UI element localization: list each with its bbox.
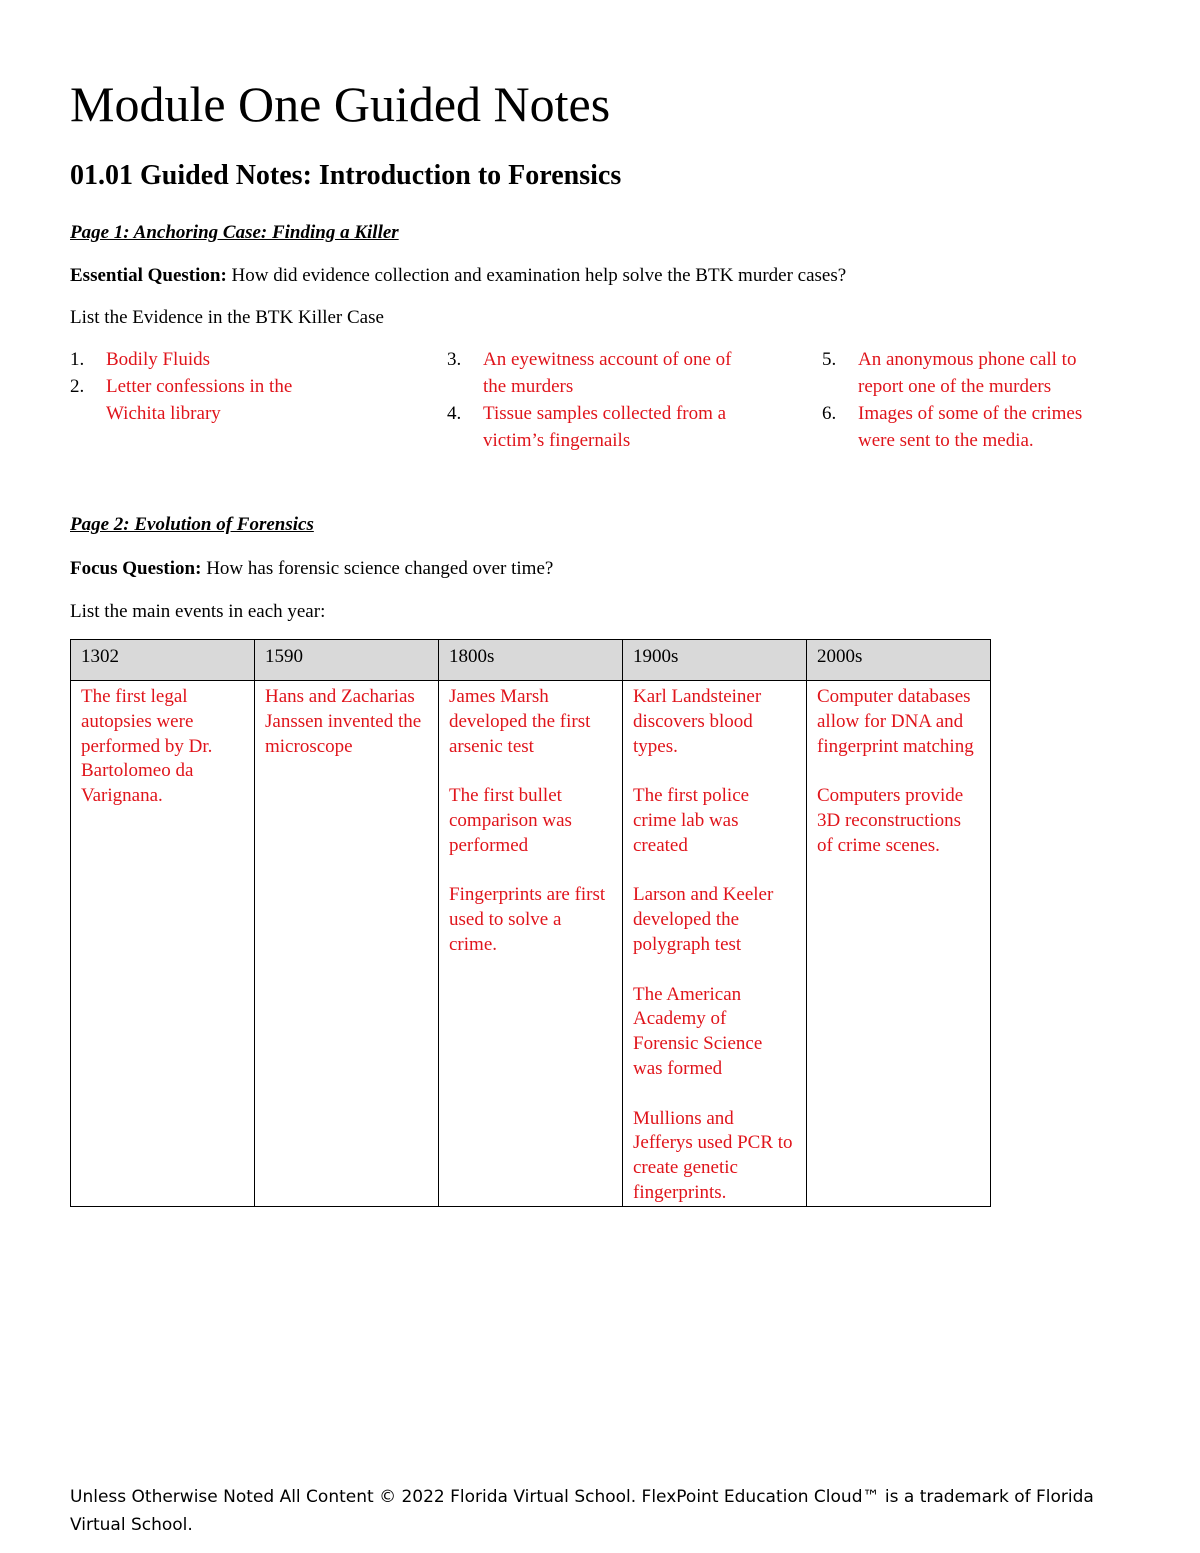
page2-heading: Page 2: Evolution of Forensics: [70, 514, 314, 535]
table-header-cell: 1800s: [439, 640, 623, 681]
table-cell-1302: [71, 681, 255, 1207]
event-entry: Hans and Zacharias Janssen invented the microscope: [265, 686, 422, 757]
table-header-cell: 1900s: [623, 640, 807, 681]
table-header-row: [71, 640, 991, 681]
events-table: [70, 639, 991, 1207]
essential-question-text: How did evidence collection and examination help solve the BTK murder cases?: [226, 265, 847, 286]
event-entry: Karl Landsteiner discovers blood types.: [633, 686, 762, 757]
table-cell-1900s: [623, 681, 807, 1207]
table-cell-2000s: [807, 681, 991, 1207]
event-entry: The first bullet comparison was performed: [449, 785, 572, 856]
event-entry: Computer databases allow for DNA and fingerprint matching: [817, 686, 974, 757]
focus-question: [70, 557, 553, 581]
evidence-column-2: [447, 346, 757, 454]
list-item: [822, 400, 1122, 454]
table-cell-1800s: [439, 681, 623, 1207]
list-item: [822, 346, 1122, 400]
footer-copyright: Unless Otherwise Noted All Content © 2022 Florida Virtual School. FlexPoint Education Cloud™ is a trademark of Florida Virtual School.: [70, 1487, 1094, 1535]
focus-question-text: How has forensic science changed over time?: [201, 558, 554, 579]
document-title: Module One Guided Notes: [70, 76, 611, 132]
list-item-text: Tissue samples collected from a victim’s fingernails: [483, 403, 727, 451]
list-item-text: An eyewitness account of one of the murders: [483, 349, 732, 397]
event-entry: James Marsh developed the first arsenic test: [449, 686, 591, 757]
table-cell-1590: [255, 681, 439, 1207]
event-entry: The first police crime lab was created: [633, 785, 750, 856]
table-row: [71, 681, 991, 1207]
list-item: [70, 373, 350, 427]
event-entry: The American Academy of Forensic Science was formed: [633, 983, 763, 1079]
list-item-number: 2.: [70, 376, 85, 397]
focus-question-label: Focus Question:: [70, 558, 202, 579]
list-item-number: 5.: [822, 349, 837, 370]
list-item-number: 1.: [70, 349, 85, 370]
list-item-text: Images of some of the crimes were sent to the media.: [858, 403, 1083, 451]
event-entry: Fingerprints are first used to solve a crime.: [449, 884, 606, 955]
evidence-column-1: [70, 346, 350, 427]
list-item-number: 3.: [447, 349, 462, 370]
evidence-list-intro: List the Evidence in the BTK Killer Case: [70, 307, 384, 328]
evidence-column-3: [822, 346, 1122, 454]
event-entry: The first legal autopsies were performed by Dr. Bartolomeo da Varignana.: [81, 686, 213, 807]
event-entry: Computers provide 3D reconstructions of crime scenes.: [817, 785, 964, 856]
list-item-text: Letter confessions in the Wichita library: [106, 376, 293, 424]
table-header-cell: 2000s: [807, 640, 991, 681]
essential-question: [70, 264, 846, 288]
list-item-text: Bodily Fluids: [106, 349, 210, 370]
table-header-cell: 1590: [255, 640, 439, 681]
events-list-intro: List the main events in each year:: [70, 601, 326, 622]
table-header-cell: 1302: [71, 640, 255, 681]
list-item: [447, 346, 757, 400]
event-entry: Mullions and Jefferys used PCR to create genetic fingerprints.: [633, 1107, 793, 1203]
essential-question-label: Essential Question:: [70, 265, 227, 286]
list-item-text: An anonymous phone call to report one of the murders: [858, 349, 1077, 397]
document-subtitle: 01.01 Guided Notes: Introduction to Forensics: [70, 160, 622, 191]
list-item-number: 6.: [822, 403, 837, 424]
page1-heading: Page 1: Anchoring Case: Finding a Killer: [70, 222, 399, 243]
list-item: [70, 346, 350, 373]
list-item-number: 4.: [447, 403, 462, 424]
list-item: [447, 400, 757, 454]
event-entry: Larson and Keeler developed the polygraph test: [633, 884, 774, 955]
